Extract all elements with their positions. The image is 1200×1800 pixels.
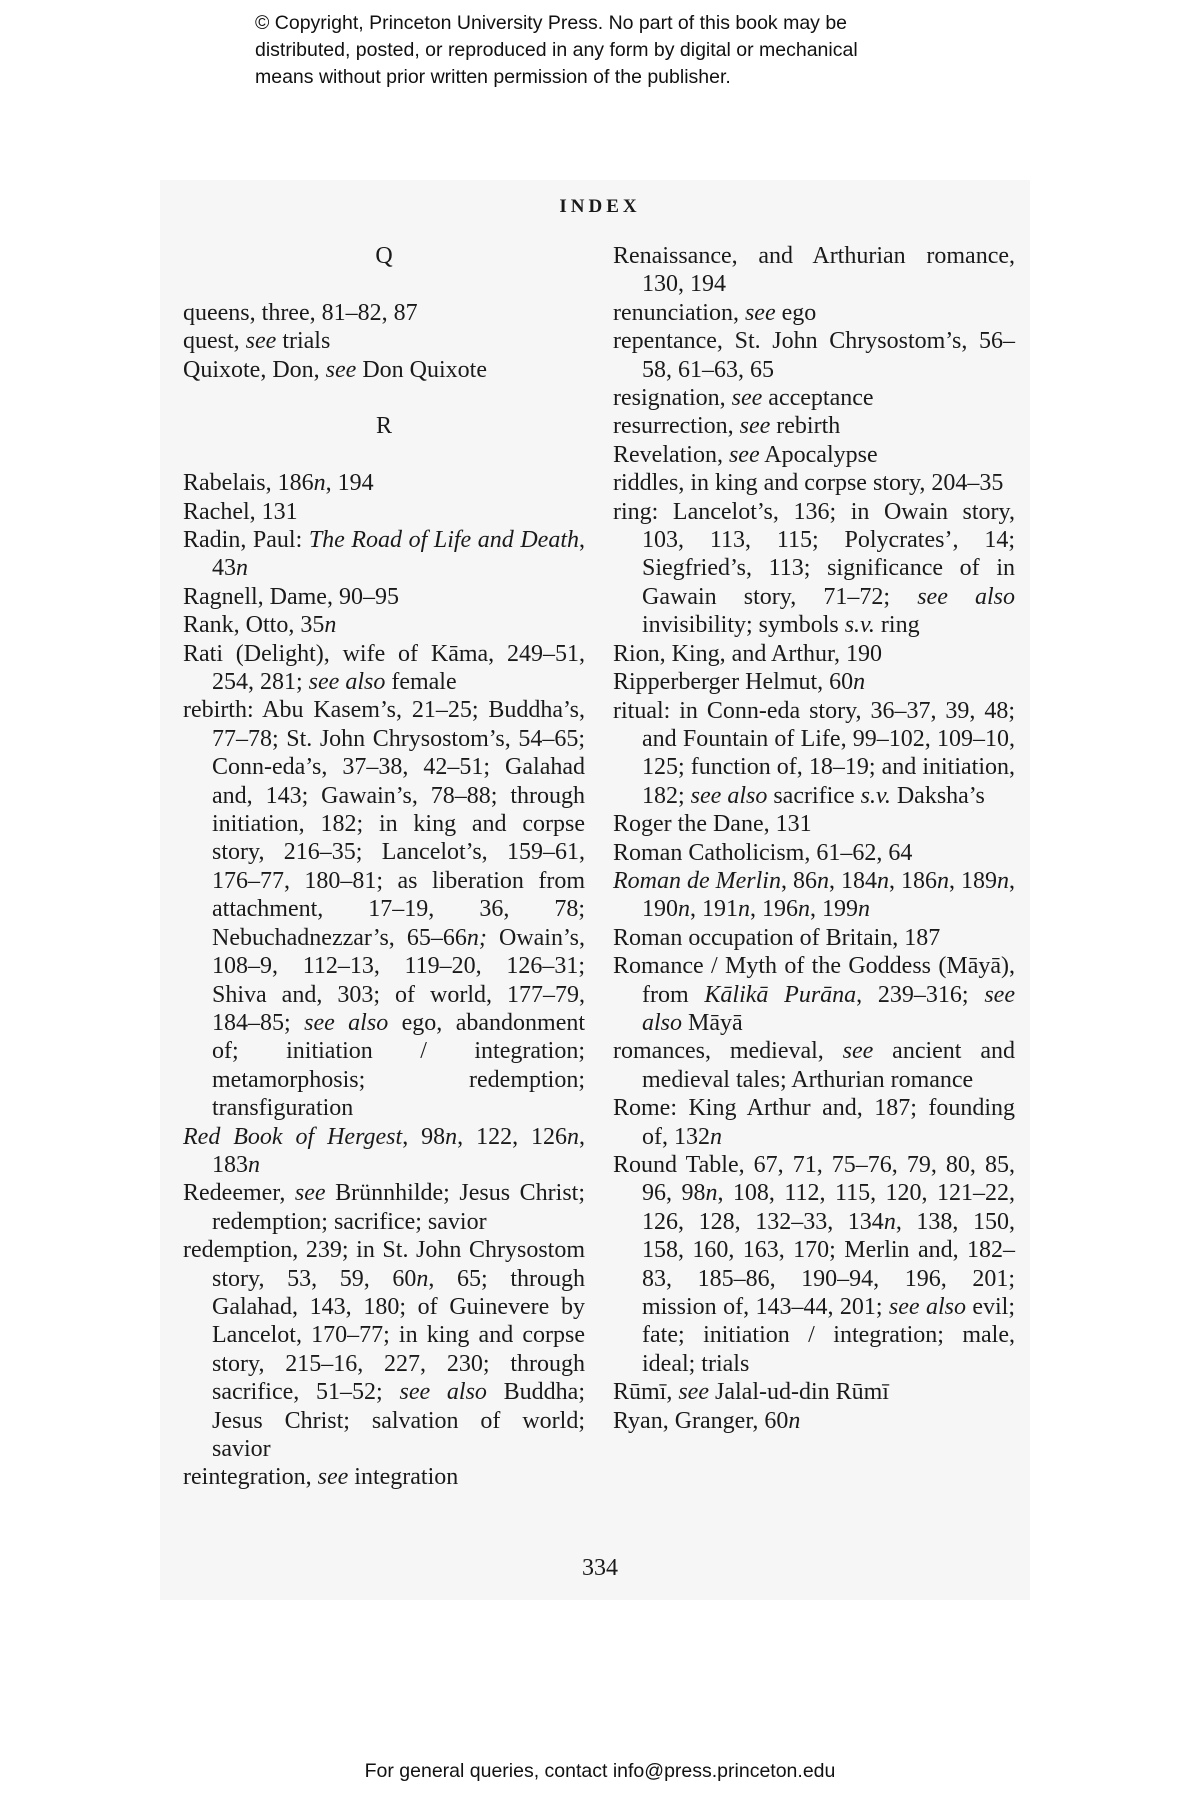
index-entry: Rati (Delight), wife of Kāma, 249–51, 254, 281; see also female <box>183 640 585 696</box>
index-entry: riddles, in king and corpse story, 204–35 <box>613 470 1004 497</box>
index-entry: Round Table, 67, 71, 75–76, 79, 80, 85, 96, 98n, 108, 112, 115, 120, 121–22, 126, 128, 132–33, 134n, 138, 150, 158, 160, 163, 170; Merlin and, 182–83, 185–86, 190–94, 196, 201; mission of, 143–44, 201; see also evil; fate; initiation / integration; male, ideal; trials <box>613 1152 1016 1377</box>
index-entry: Rion, King, and Arthur, 190 <box>613 640 883 667</box>
index-entry: Roman occupation of Britain, 187 <box>613 924 941 951</box>
index-entry: Rachel, 131 <box>183 498 298 525</box>
index-entry: reintegration, see integration <box>183 1464 459 1491</box>
index-column-left <box>183 242 585 1492</box>
index-column-right <box>613 242 1015 1435</box>
index-entry: Rank, Otto, 35n <box>183 612 337 639</box>
index-entry: ritual: in Conn-eda story, 36–37, 39, 48; and Fountain of Life, 99–102, 109–10, 125; function of, 18–19; and initiation, 182; see also sacrifice s.v. Daksha’s <box>613 697 1015 809</box>
index-entry: Ragnell, Dame, 90–95 <box>183 583 399 610</box>
index-entry: Radin, Paul: The Road of Life and Death, 43n <box>183 527 585 582</box>
copyright-line: means without prior written permission of the publisher. <box>255 66 731 88</box>
index-entry: Rabelais, 186n, 194 <box>183 470 374 497</box>
index-entry: Rome: King Arthur and, 187; founding of, 132n <box>613 1095 1015 1150</box>
footer-contact: For general queries, contact info@press.princeton.edu <box>364 1760 836 1782</box>
index-entry: Ryan, Granger, 60n <box>613 1407 801 1434</box>
index-entry: Ripperberger Helmut, 60n <box>613 669 866 696</box>
index-entry: quest, see trials <box>183 328 331 355</box>
index-entry: rebirth: Abu Kasem’s, 21–25; Buddha’s, 77–78; St. John Chrysostom’s, 54–65; Conn-eda’s, 37–38, 42–51; Galahad and, 143; Gawain’s, 78–88; through initiation, 182; in king and corpse story, 216–35; Lancelot’s, 159–61, 176–77, 180–81; as liberation from attachment, 17–19, 36, 78; Nebuchadnezzar’s, 65–66n; Owain’s, 108–9, 112–13, 119–20, 126–31; Shiva and, 303; of world, 177–79, 184–85; see also ego, abandonment of; initiation / integration; metamorphosis; redemption; transfiguration <box>183 697 586 1122</box>
index-entry: queens, three, 81–82, 87 <box>183 299 418 326</box>
index-entry: Revelation, see Apocalypse <box>613 441 878 468</box>
index-entry: resignation, see acceptance <box>613 385 874 412</box>
index-entry: Redeemer, see Brünnhilde; Jesus Christ; redemption; sacrifice; savior <box>183 1180 585 1235</box>
index-entry: Renaissance, and Arthurian romance, 130, 194 <box>613 243 1015 298</box>
index-entry: Quixote, Don, see Don Quixote <box>183 356 487 383</box>
section-letter-q: Q <box>375 243 393 269</box>
entry-list-q <box>183 299 585 384</box>
copyright-notice <box>255 10 975 91</box>
section-letter-r: R <box>375 413 392 440</box>
index-entry: Rūmī, see Jalal-ud-din Rūmī <box>613 1379 889 1406</box>
index-entry: renunciation, see ego <box>613 299 817 326</box>
page-number: 334 <box>582 1555 618 1581</box>
index-entry: repentance, St. John Chrysostom’s, 56–58, 61–63, 65 <box>613 328 1015 383</box>
index-entry: Roman de Merlin, 86n, 184n, 186n, 189n, 190n, 191n, 196n, 199n <box>613 867 1016 923</box>
entry-list-r-right <box>613 242 1015 1435</box>
copyright-line: © Copyright, Princeton University Press. No part of this book may be <box>255 12 848 34</box>
page-title: INDEX <box>559 196 641 217</box>
index-entry: ring: Lancelot’s, 136; in Owain story, 103, 113, 115; Polycrates’, 14; Siegfried’s, 113; significance of in Gawain story, 71–72; see also invisibility; symbols s.v. ring <box>613 498 1016 639</box>
index-entry: Red Book of Hergest, 98n, 122, 126n, 183n <box>183 1123 586 1178</box>
entry-list-r-left <box>183 469 585 1492</box>
index-entry: Roger the Dane, 131 <box>613 811 812 838</box>
index-entry: Romance / Myth of the Goddess (Māyā), from Kālikā Purāna, 239–316; see also Māyā <box>613 953 1015 1036</box>
index-entry: Roman Catholicism, 61–62, 64 <box>613 839 913 866</box>
index-entry: resurrection, see rebirth <box>613 413 841 440</box>
copyright-line: distributed, posted, or reproduced in any form by digital or mechanical <box>255 39 858 61</box>
index-entry: redemption, 239; in St. John Chrysostom story, 53, 59, 60n, 65; through Galahad, 143, 180; of Guinevere by Lancelot, 170–77; in king and corpse story, 215–16, 227, 230; through sacrifice, 51–52; see also Buddha; Jesus Christ; salvation of world; savior <box>183 1237 586 1463</box>
index-entry: romances, medieval, see ancient and medieval tales; Arthurian romance <box>613 1038 1015 1093</box>
